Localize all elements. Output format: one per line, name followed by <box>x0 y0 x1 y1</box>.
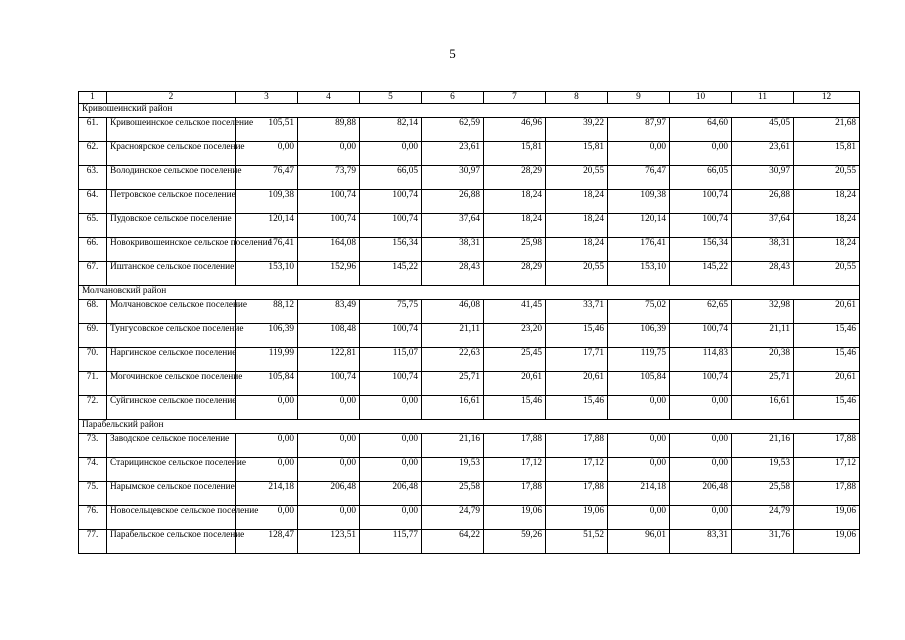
table-cell: 19,06 <box>794 530 860 554</box>
table-cell: 41,45 <box>484 300 546 324</box>
table-row <box>79 434 860 458</box>
table-cell: 88,12 <box>236 300 298 324</box>
table-cell: 206,48 <box>298 482 360 506</box>
table-cell: 89,88 <box>298 118 360 142</box>
table-cell: 18,24 <box>484 214 546 238</box>
table-cell: 0,00 <box>360 396 422 420</box>
row-number: 73. <box>79 434 107 458</box>
table-cell: 105,51 <box>236 118 298 142</box>
column-header: 6 <box>422 92 484 104</box>
table-cell: 25,58 <box>422 482 484 506</box>
table-cell: 19,06 <box>794 506 860 530</box>
table-cell: 64,22 <box>422 530 484 554</box>
table-cell: 100,74 <box>670 372 732 396</box>
table-row <box>79 396 860 420</box>
table-cell: 59,26 <box>484 530 546 554</box>
row-number: 66. <box>79 238 107 262</box>
table-cell: 23,20 <box>484 324 546 348</box>
table-cell: 66,05 <box>360 166 422 190</box>
table-cell: 18,24 <box>546 190 608 214</box>
table-cell: 18,24 <box>794 214 860 238</box>
table-cell: 0,00 <box>298 506 360 530</box>
table-cell: 115,77 <box>360 530 422 554</box>
section-header-row <box>79 286 860 300</box>
table-cell: 145,22 <box>360 262 422 286</box>
table-cell: 0,00 <box>298 434 360 458</box>
table-cell: 46,96 <box>484 118 546 142</box>
table-cell: 20,61 <box>484 372 546 396</box>
table-cell: 16,61 <box>732 396 794 420</box>
data-table <box>78 91 860 554</box>
table-cell: 0,00 <box>298 458 360 482</box>
table-cell: 100,74 <box>360 190 422 214</box>
table-cell: 20,55 <box>546 262 608 286</box>
table-cell: 15,81 <box>484 142 546 166</box>
table-cell: 32,98 <box>732 300 794 324</box>
row-number: 65. <box>79 214 107 238</box>
column-header: 12 <box>794 92 860 104</box>
column-header: 9 <box>608 92 670 104</box>
table-cell: 100,74 <box>360 214 422 238</box>
table-cell: 28,29 <box>484 262 546 286</box>
settlement-name: Заводское сельское поселение <box>107 434 236 458</box>
row-number: 72. <box>79 396 107 420</box>
row-number: 76. <box>79 506 107 530</box>
table-cell: 106,39 <box>236 324 298 348</box>
table-cell: 21,16 <box>422 434 484 458</box>
column-header: 2 <box>107 92 236 104</box>
column-header: 1 <box>79 92 107 104</box>
table-cell: 45,05 <box>732 118 794 142</box>
settlement-name: Тунгусовское сельское поселение <box>107 324 236 348</box>
column-header: 7 <box>484 92 546 104</box>
table-cell: 75,02 <box>608 300 670 324</box>
table-row <box>79 118 860 142</box>
table-cell: 38,31 <box>422 238 484 262</box>
table-cell: 15,81 <box>794 142 860 166</box>
table-cell: 20,55 <box>794 166 860 190</box>
table-cell: 120,14 <box>236 214 298 238</box>
column-header: 4 <box>298 92 360 104</box>
table-cell: 30,97 <box>422 166 484 190</box>
table-cell: 105,84 <box>608 372 670 396</box>
table-cell: 26,88 <box>732 190 794 214</box>
column-header: 8 <box>546 92 608 104</box>
table-row <box>79 482 860 506</box>
table-cell: 17,88 <box>546 434 608 458</box>
row-number: 75. <box>79 482 107 506</box>
table-row <box>79 238 860 262</box>
table-cell: 21,68 <box>794 118 860 142</box>
section-title: Кривошеинский район <box>79 104 860 118</box>
table-cell: 28,43 <box>732 262 794 286</box>
table-cell: 33,71 <box>546 300 608 324</box>
table-cell: 20,61 <box>794 372 860 396</box>
table-cell: 46,08 <box>422 300 484 324</box>
table-cell: 108,48 <box>298 324 360 348</box>
row-number: 67. <box>79 262 107 286</box>
table-cell: 15,46 <box>794 324 860 348</box>
table-cell: 128,47 <box>236 530 298 554</box>
table-cell: 120,14 <box>608 214 670 238</box>
table-cell: 15,46 <box>794 348 860 372</box>
table-cell: 100,74 <box>298 190 360 214</box>
table-cell: 119,75 <box>608 348 670 372</box>
table-cell: 24,79 <box>422 506 484 530</box>
table-cell: 109,38 <box>608 190 670 214</box>
settlement-name: Володинское сельское поселение <box>107 166 236 190</box>
table-cell: 25,98 <box>484 238 546 262</box>
table-cell: 83,49 <box>298 300 360 324</box>
table-cell: 153,10 <box>608 262 670 286</box>
column-header: 10 <box>670 92 732 104</box>
table-row <box>79 506 860 530</box>
table-row <box>79 372 860 396</box>
table-cell: 25,71 <box>422 372 484 396</box>
settlement-name: Могочинское сельское поселение <box>107 372 236 396</box>
table-cell: 122,81 <box>298 348 360 372</box>
settlement-name: Нарымское сельское поселение <box>107 482 236 506</box>
table-cell: 23,61 <box>422 142 484 166</box>
table-cell: 21,11 <box>732 324 794 348</box>
table-cell: 18,24 <box>794 190 860 214</box>
table-cell: 75,75 <box>360 300 422 324</box>
row-number: 61. <box>79 118 107 142</box>
table-cell: 156,34 <box>360 238 422 262</box>
table-cell: 156,34 <box>670 238 732 262</box>
table-cell: 82,14 <box>360 118 422 142</box>
settlement-name: Петровское сельское поселение <box>107 190 236 214</box>
page-number: 5 <box>449 46 456 61</box>
row-number: 62. <box>79 142 107 166</box>
section-title: Парабельский район <box>79 420 860 434</box>
table-cell: 20,38 <box>732 348 794 372</box>
table-cell: 17,12 <box>546 458 608 482</box>
settlement-name: Иштанское сельское поселение <box>107 262 236 286</box>
table-cell: 0,00 <box>360 506 422 530</box>
table-cell: 30,97 <box>732 166 794 190</box>
table-cell: 100,74 <box>360 372 422 396</box>
table-cell: 18,24 <box>484 190 546 214</box>
table-cell: 15,46 <box>546 396 608 420</box>
table-cell: 73,79 <box>298 166 360 190</box>
table-cell: 17,12 <box>484 458 546 482</box>
settlement-name: Молчановское сельское поселение <box>107 300 236 324</box>
table-cell: 0,00 <box>608 434 670 458</box>
table-cell: 37,64 <box>732 214 794 238</box>
table-cell: 214,18 <box>608 482 670 506</box>
table-cell: 164,08 <box>298 238 360 262</box>
table-cell: 20,61 <box>794 300 860 324</box>
table-cell: 19,53 <box>732 458 794 482</box>
header-row <box>79 92 860 104</box>
table-cell: 0,00 <box>670 142 732 166</box>
table-cell: 15,46 <box>546 324 608 348</box>
table-cell: 31,76 <box>732 530 794 554</box>
table-cell: 214,18 <box>236 482 298 506</box>
table-cell: 0,00 <box>670 458 732 482</box>
table-cell: 0,00 <box>608 506 670 530</box>
table-cell: 0,00 <box>670 434 732 458</box>
column-header: 5 <box>360 92 422 104</box>
table-row <box>79 214 860 238</box>
row-number: 68. <box>79 300 107 324</box>
table-cell: 18,24 <box>794 238 860 262</box>
table-cell: 0,00 <box>298 142 360 166</box>
row-number: 74. <box>79 458 107 482</box>
table-body <box>79 92 860 554</box>
table-cell: 0,00 <box>236 396 298 420</box>
table-cell: 176,41 <box>236 238 298 262</box>
table-cell: 17,12 <box>794 458 860 482</box>
table-cell: 24,79 <box>732 506 794 530</box>
table-cell: 100,74 <box>670 214 732 238</box>
table-cell: 19,06 <box>546 506 608 530</box>
table-cell: 37,64 <box>422 214 484 238</box>
table-cell: 19,06 <box>484 506 546 530</box>
section-header-row <box>79 104 860 118</box>
row-number: 64. <box>79 190 107 214</box>
table-cell: 62,65 <box>670 300 732 324</box>
settlement-name: Пудовское сельское поселение <box>107 214 236 238</box>
table-cell: 25,71 <box>732 372 794 396</box>
table-cell: 17,88 <box>794 434 860 458</box>
table-cell: 152,96 <box>298 262 360 286</box>
table-cell: 0,00 <box>360 434 422 458</box>
table-cell: 96,01 <box>608 530 670 554</box>
table-cell: 106,39 <box>608 324 670 348</box>
table-cell: 100,74 <box>670 324 732 348</box>
table-row <box>79 190 860 214</box>
settlement-name: Красноярское сельское поселение <box>107 142 236 166</box>
table-cell: 20,55 <box>546 166 608 190</box>
table-row <box>79 142 860 166</box>
settlement-name: Суйгинское сельское поселение <box>107 396 236 420</box>
table-cell: 109,38 <box>236 190 298 214</box>
table-cell: 23,61 <box>732 142 794 166</box>
table-cell: 153,10 <box>236 262 298 286</box>
row-number: 69. <box>79 324 107 348</box>
section-header-row <box>79 420 860 434</box>
table-cell: 66,05 <box>670 166 732 190</box>
settlement-name: Новокривошеинское сельское поселение <box>107 238 236 262</box>
table-cell: 0,00 <box>608 142 670 166</box>
table-cell: 0,00 <box>298 396 360 420</box>
table-cell: 28,43 <box>422 262 484 286</box>
table-row <box>79 348 860 372</box>
table-cell: 62,59 <box>422 118 484 142</box>
table-cell: 105,84 <box>236 372 298 396</box>
row-number: 77. <box>79 530 107 554</box>
table-row <box>79 458 860 482</box>
table-cell: 18,24 <box>546 238 608 262</box>
table-cell: 15,46 <box>794 396 860 420</box>
table-cell: 0,00 <box>360 458 422 482</box>
settlement-name: Наргинское сельское поселение <box>107 348 236 372</box>
table-row <box>79 300 860 324</box>
table-cell: 39,22 <box>546 118 608 142</box>
table-cell: 0,00 <box>608 458 670 482</box>
row-number: 63. <box>79 166 107 190</box>
table-cell: 20,55 <box>794 262 860 286</box>
table-row <box>79 166 860 190</box>
table-cell: 26,88 <box>422 190 484 214</box>
table-cell: 115,07 <box>360 348 422 372</box>
settlement-name: Старицинское сельское поселение <box>107 458 236 482</box>
table-cell: 100,74 <box>360 324 422 348</box>
table-cell: 51,52 <box>546 530 608 554</box>
table-cell: 0,00 <box>236 458 298 482</box>
table-cell: 64,60 <box>670 118 732 142</box>
table-cell: 119,99 <box>236 348 298 372</box>
table-cell: 100,74 <box>670 190 732 214</box>
table-row <box>79 262 860 286</box>
row-number: 71. <box>79 372 107 396</box>
table-cell: 20,61 <box>546 372 608 396</box>
table-cell: 100,74 <box>298 372 360 396</box>
table-cell: 0,00 <box>670 506 732 530</box>
table-cell: 17,71 <box>546 348 608 372</box>
table-cell: 83,31 <box>670 530 732 554</box>
table-cell: 21,11 <box>422 324 484 348</box>
table-cell: 18,24 <box>546 214 608 238</box>
section-title: Молчановский район <box>79 286 860 300</box>
settlement-name: Кривошеинское сельское поселение <box>107 118 236 142</box>
table-cell: 19,53 <box>422 458 484 482</box>
table-row <box>79 530 860 554</box>
table-cell: 25,45 <box>484 348 546 372</box>
table-row <box>79 324 860 348</box>
row-number: 70. <box>79 348 107 372</box>
table-cell: 17,88 <box>546 482 608 506</box>
table-cell: 76,47 <box>236 166 298 190</box>
table-cell: 17,88 <box>484 482 546 506</box>
table-cell: 38,31 <box>732 238 794 262</box>
table-cell: 15,81 <box>546 142 608 166</box>
table-cell: 22,63 <box>422 348 484 372</box>
table-cell: 206,48 <box>360 482 422 506</box>
settlement-name: Парабельское сельское поселение <box>107 530 236 554</box>
table-cell: 28,29 <box>484 166 546 190</box>
table-cell: 25,58 <box>732 482 794 506</box>
table-cell: 0,00 <box>236 506 298 530</box>
table-cell: 17,88 <box>794 482 860 506</box>
table-cell: 100,74 <box>298 214 360 238</box>
table-cell: 76,47 <box>608 166 670 190</box>
table-cell: 17,88 <box>484 434 546 458</box>
column-header: 11 <box>732 92 794 104</box>
table-cell: 206,48 <box>670 482 732 506</box>
table-cell: 123,51 <box>298 530 360 554</box>
table-cell: 16,61 <box>422 396 484 420</box>
table-cell: 0,00 <box>608 396 670 420</box>
table-cell: 21,16 <box>732 434 794 458</box>
table-cell: 0,00 <box>236 434 298 458</box>
table-cell: 114,83 <box>670 348 732 372</box>
table-cell: 0,00 <box>360 142 422 166</box>
settlement-name: Новосельцевское сельское поселение <box>107 506 236 530</box>
column-header: 3 <box>236 92 298 104</box>
table-cell: 87,97 <box>608 118 670 142</box>
table-cell: 0,00 <box>670 396 732 420</box>
table-cell: 176,41 <box>608 238 670 262</box>
table-cell: 15,46 <box>484 396 546 420</box>
table-cell: 145,22 <box>670 262 732 286</box>
table-cell: 0,00 <box>236 142 298 166</box>
